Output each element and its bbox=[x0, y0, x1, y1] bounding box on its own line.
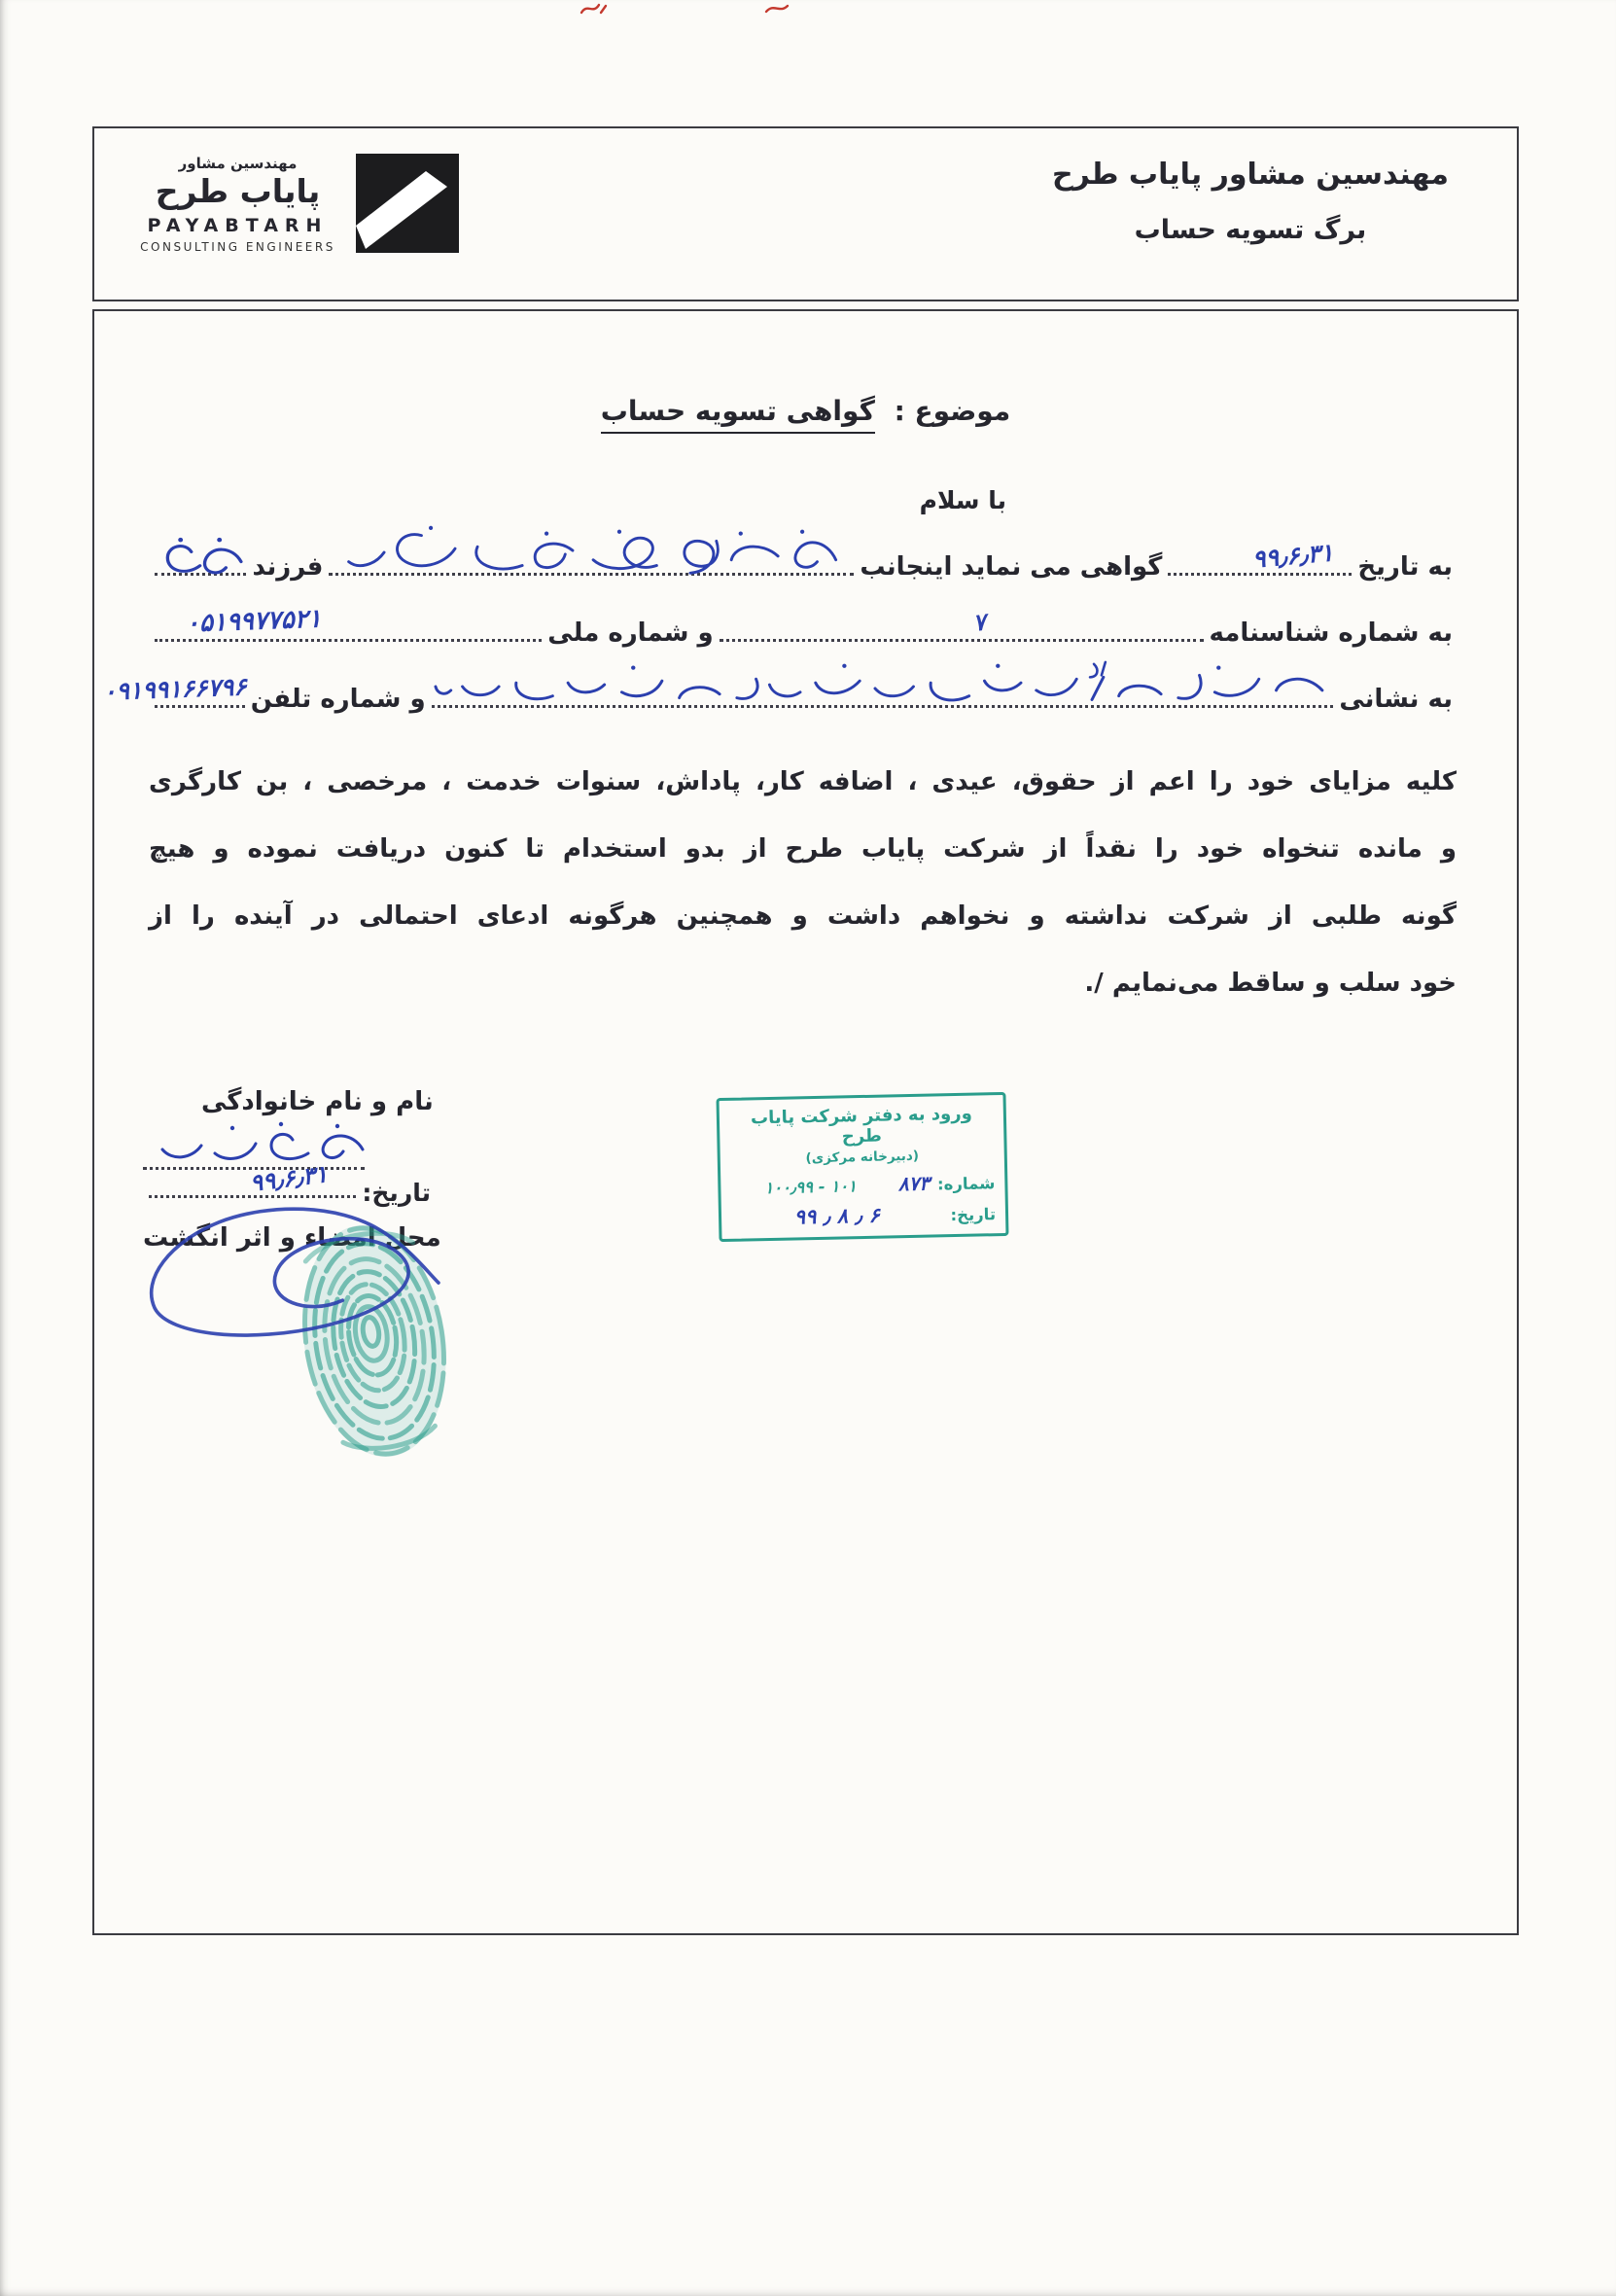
company-logo bbox=[133, 154, 459, 255]
stamp-date-value: ۹۹ ٫ ۸ ٫ ۶ bbox=[793, 1203, 880, 1229]
declaration-line: گونه طلبی از شرکت نداشته و نخواهم داشت و همچنین هرگونه ادعای احتمالی در آینده را از bbox=[149, 901, 1457, 931]
address-field-dots bbox=[432, 705, 1334, 708]
handwritten-father-name-scribble bbox=[155, 534, 246, 579]
logo-fa-name-text: پایاب طرح bbox=[155, 172, 321, 211]
stamp-title: ورود به دفتر شرکت پایاب طرح bbox=[750, 1103, 973, 1148]
signature-scribble bbox=[133, 1188, 446, 1356]
address-field-label: به نشانی bbox=[1339, 685, 1453, 714]
handwritten-signature-name-scribble bbox=[143, 1120, 374, 1167]
fullname-label: نام و نام خانوادگی bbox=[201, 1087, 434, 1116]
handwritten-national-id-value: ۰۵۱۹۹۷۷۵۲۱ bbox=[185, 604, 322, 639]
certify-text: گواهی می نماید اینجانب bbox=[860, 552, 1163, 582]
handwritten-id-value: ۷ bbox=[970, 608, 988, 637]
salutation-text: با سلام bbox=[919, 486, 1006, 514]
date-name-father-row bbox=[149, 538, 1453, 584]
stamp-subtitle: (دبیرخانه مرکزی) bbox=[805, 1148, 920, 1167]
declaration-line: خود سلب و ساقط می‌نمایم /. bbox=[1084, 969, 1457, 998]
national-id-dots bbox=[155, 604, 542, 642]
handwritten-phone-value: ۰۹۱۹۹۱۶۶۷۹۶ bbox=[102, 672, 248, 706]
declaration-line: و مانده تنخواه خود را نقداً از شرکت پایاب طرح از بدو استخدام تا کنون دریافت نموده و هیچ bbox=[149, 834, 1457, 864]
stamp-number-handwritten: ۸۷۳ bbox=[897, 1171, 931, 1196]
id-field-label: به شماره شناسنامه bbox=[1209, 618, 1453, 648]
document-type-title: برگ تسویه حساب bbox=[1134, 215, 1367, 245]
subject-label: موضوع : bbox=[894, 395, 1011, 427]
subject-line bbox=[94, 395, 1517, 427]
declaration-line: کلیه مزایای خود را اعم از حقوق، عیدی ، اضافه کار، پاداش، سنوات خدمت ، مرخصی ، بن کارگری bbox=[149, 767, 1457, 796]
id-national-row bbox=[149, 604, 1453, 651]
letter-body-box bbox=[92, 309, 1519, 1935]
declaration-paragraph bbox=[149, 749, 1457, 1017]
signature-place-label: محل امضاء و اثر انگشت bbox=[143, 1223, 441, 1253]
logo-fa-small-text: مهندسین مشاور bbox=[178, 155, 298, 172]
handwritten-address-scribble bbox=[432, 658, 1334, 715]
stamp-date-label: تاریخ: bbox=[950, 1205, 997, 1225]
phone-field-dots bbox=[102, 672, 248, 708]
scan-artifact-red-left bbox=[580, 1, 609, 17]
scan-artifact-red-right bbox=[764, 2, 790, 16]
subject-value: گواهی تسویه حساب bbox=[601, 395, 875, 434]
father-field-dots bbox=[155, 573, 246, 576]
handwritten-date-value: ۹۹٫۶٫۳۱ bbox=[1251, 538, 1335, 574]
name-field-dots bbox=[329, 573, 854, 576]
id-field-dots bbox=[720, 608, 1204, 642]
letterhead-box bbox=[92, 126, 1519, 301]
stamp-number-label: شماره: bbox=[936, 1174, 996, 1194]
office-entry-stamp bbox=[716, 1092, 1008, 1242]
company-logo-mark-icon bbox=[356, 154, 459, 253]
logo-en-name-text: PAYABTARH bbox=[147, 215, 329, 237]
company-header-title: مهندسین مشاور پایاب طرح bbox=[1051, 158, 1449, 192]
date-field-label: به تاریخ bbox=[1357, 552, 1453, 582]
child-of-label: فرزند bbox=[252, 552, 324, 582]
date-field-dots bbox=[1168, 538, 1352, 576]
logo-en-subtitle-text: CONSULTING ENGINEERS bbox=[140, 240, 335, 255]
phone-field-label: و شماره تلفن bbox=[250, 685, 426, 714]
footer-date-label: تاریخ: bbox=[362, 1179, 431, 1207]
address-phone-row bbox=[102, 672, 1453, 717]
stamp-number-printed: ۱۰۰٫۹۹ - ۱۰۱ bbox=[764, 1177, 858, 1198]
handwritten-footer-date-value: ۹۹٫۶٫۳۱ bbox=[248, 1160, 329, 1197]
national-id-label: و شماره ملی bbox=[547, 618, 714, 648]
handwritten-name-scribble bbox=[339, 524, 843, 581]
